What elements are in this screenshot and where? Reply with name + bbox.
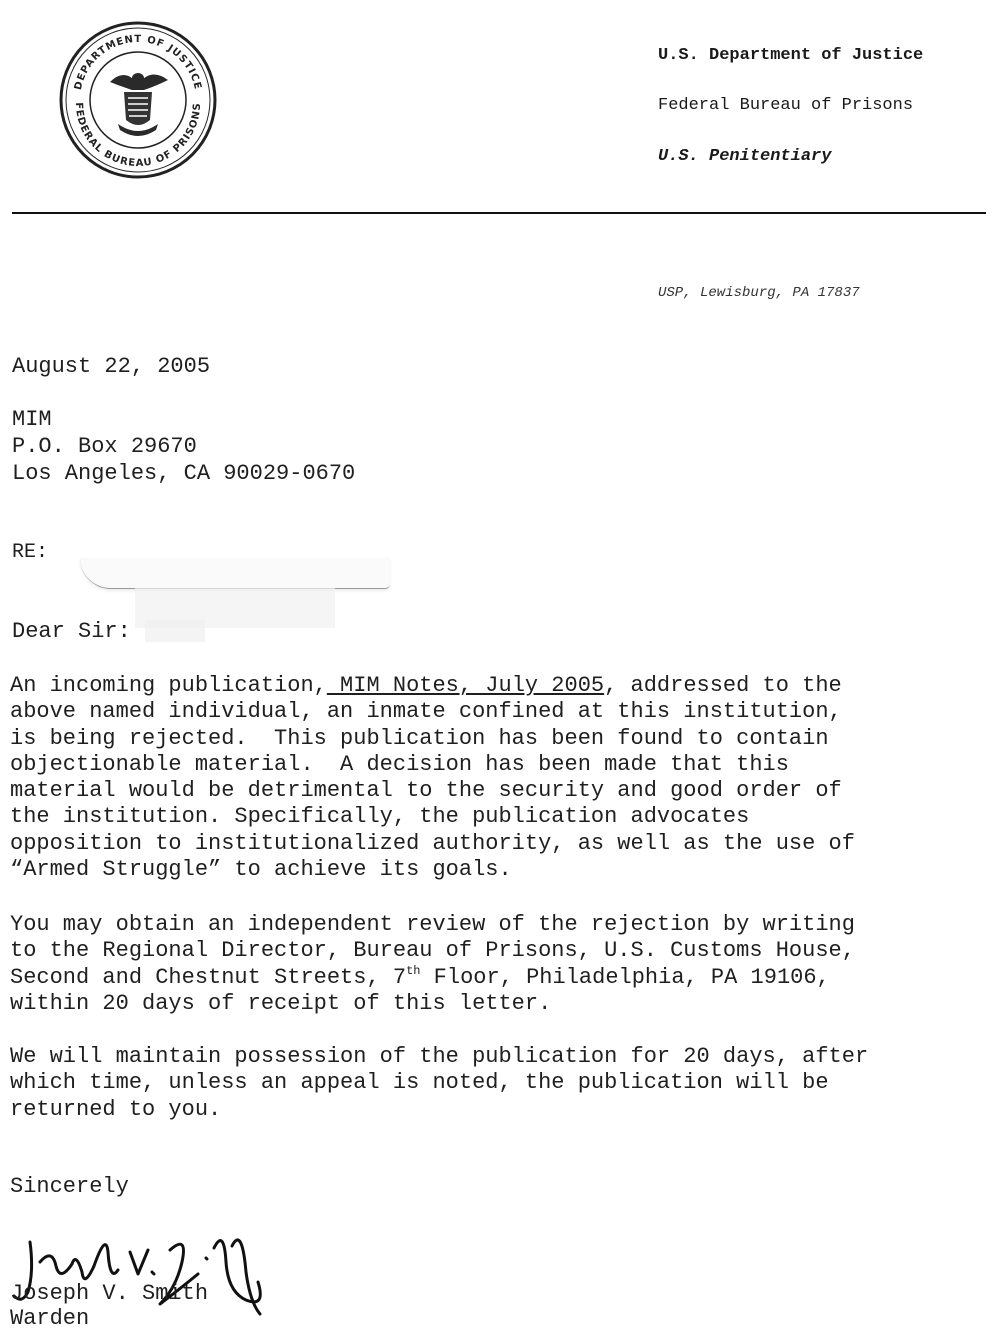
paragraph-line: “Armed Struggle” to achieve its goals.: [10, 857, 512, 883]
paragraph-possession: [10, 1044, 985, 1123]
paragraph-rejection-notice: [10, 673, 985, 883]
recipient-name: MIM: [12, 407, 52, 432]
header-divider: [12, 212, 986, 214]
paragraph-line: is being rejected. This publication has been found to contain: [10, 725, 829, 751]
publication-title: MIM Notes, July 2005: [326, 673, 605, 698]
closing: Sincerely: [10, 1174, 129, 1199]
signer-name: Joseph V. Smith: [10, 1281, 209, 1306]
paragraph-line: material would be detrimental to the security and good order of: [10, 778, 842, 804]
redaction-smudge-small: [145, 620, 205, 642]
paragraph-line: opposition to institutionalized authority, as well as the use of: [10, 830, 855, 856]
redaction-strip: [80, 558, 390, 589]
letterhead-bureau: Federal Bureau of Prisons: [658, 96, 914, 115]
paragraph-line: which time, unless an appeal is noted, the publication will be: [10, 1070, 829, 1096]
paragraph-line: You may obtain an independent review of the rejection by writing: [10, 912, 855, 937]
re-label: RE:: [12, 541, 49, 564]
paragraph-line: within 20 days of receipt of this letter.: [10, 990, 552, 1016]
department-of-justice-seal: [58, 20, 218, 180]
paragraph-line: returned to you.: [10, 1096, 222, 1122]
signer-title: Warden: [10, 1306, 90, 1331]
institution-location: USP, Lewisburg, PA 17837: [658, 285, 860, 301]
paragraph-line: to the Regional Director, Bureau of Prisons, U.S. Customs House,: [10, 938, 855, 964]
svg-text:FEDERAL BUREAU OF PRISONS: FEDERAL BUREAU OF PRISONS: [72, 102, 204, 170]
paragraph-line: objectionable material. A decision has been made that this: [10, 751, 789, 777]
salutation: Dear Sir:: [12, 619, 131, 644]
paragraph-review-instructions: [10, 912, 985, 1017]
letterhead-department: U.S. Department of Justice: [658, 46, 924, 65]
paragraph-line: Second and Chestnut Streets, 7th Floor, Philadelphia, PA 19106,: [10, 963, 830, 990]
paragraph-line: We will maintain possession of the publication for 20 days, after: [10, 1044, 869, 1069]
paragraph-line: above named individual, an inmate confined at this institution,: [10, 699, 842, 725]
paragraph-line: An incoming publication, MIM Notes, July 2005, addressed to the: [10, 673, 842, 698]
letterhead-institution: U.S. Penitentiary: [658, 147, 832, 166]
recipient-address-line1: P.O. Box 29670: [12, 434, 197, 459]
letter-date: August 22, 2005: [12, 354, 211, 379]
recipient-address-line2: Los Angeles, CA 90029-0670: [12, 461, 356, 486]
svg-text:DEPARTMENT OF JUSTICE: DEPARTMENT OF JUSTICE: [72, 33, 204, 92]
paragraph-line: the institution. Specifically, the publication advocates: [10, 804, 750, 830]
